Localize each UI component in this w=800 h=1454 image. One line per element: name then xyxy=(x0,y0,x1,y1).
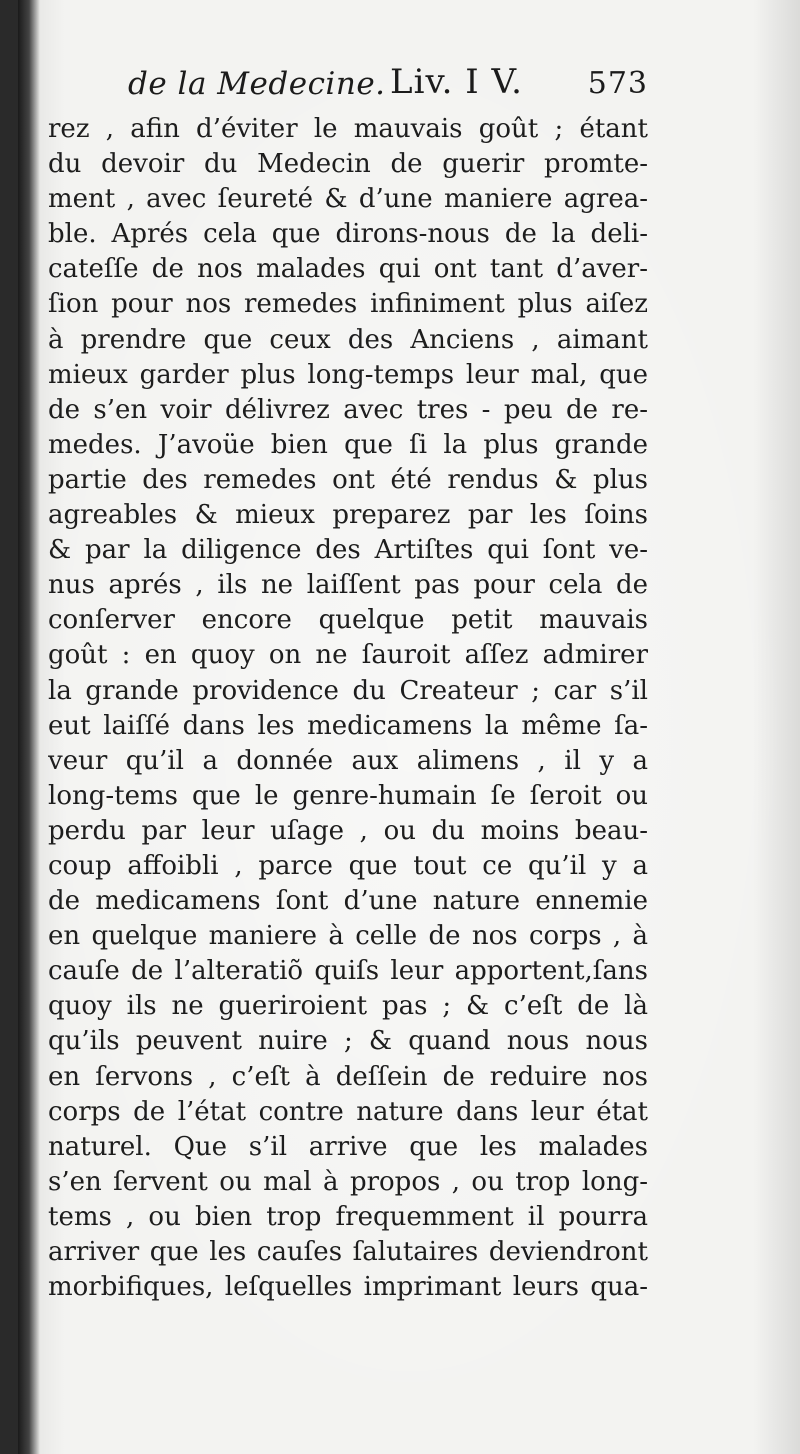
text-line: coup affoibli , parce que tout ce qu’il y a xyxy=(48,850,648,881)
text-line: long-tems que le genre-humain ſe ſeroit ou xyxy=(48,780,648,811)
text-line: goût : en quoy on ne ſauroit aſſez admirer xyxy=(48,640,648,671)
text-line: à prendre que ceux des Anciens , aimant xyxy=(48,324,648,355)
text-line: du devoir du Medecin de guerir promte- xyxy=(48,149,648,180)
text-line: arriver que les cauſes ſalutaires deviendront xyxy=(48,1237,648,1267)
text-line: morbifiques, leſquelles imprimant leurs qua- xyxy=(48,1272,648,1303)
text-line: nus aprés , ils ne laiſſent pas pour cela de xyxy=(48,570,648,601)
page-number: 573 xyxy=(587,66,648,101)
text-line: cauſe de l’alteratiõ quiſs leur apportent,ſans xyxy=(48,956,648,987)
book-page xyxy=(18,0,800,1454)
text-line: cateſſe de nos malades qui ont tant d’aver- xyxy=(48,254,648,285)
text-line: partie des remedes ont été rendus & plus xyxy=(48,464,648,495)
text-line: agreables & mieux preparez par les ſoins xyxy=(48,500,648,531)
body-text xyxy=(48,112,648,1305)
text-line: s’en ſervent ou mal à propos , ou trop long- xyxy=(48,1166,648,1197)
text-line: mieux garder plus long-temps leur mal, que xyxy=(48,359,648,390)
text-line: quoy ils ne gueriroient pas ; & c’eſt de là xyxy=(48,991,648,1022)
text-line: qu’ils peuvent nuire ; & quand nous nous xyxy=(48,1026,648,1057)
text-line: corps de l’état contre nature dans leur état xyxy=(48,1096,648,1127)
text-line: de s’en voir délivrez avec tres - peu de re- xyxy=(48,394,648,425)
text-line: & par la diligence des Artiſtes qui ſont ve- xyxy=(48,535,648,566)
running-head-book: Liv. I V. xyxy=(390,62,523,102)
text-line: conſerver encore quelque petit mauvais xyxy=(48,605,648,636)
text-line: en ſervons , c’eſt à deſſein de reduire nos xyxy=(48,1061,648,1092)
running-head xyxy=(128,60,648,108)
page-gutter-shadow xyxy=(18,0,40,1454)
text-line: ble. Aprés cela que dirons-nous de la deli- xyxy=(48,219,648,250)
text-line: ſion pour nos remedes infiniment plus aiſez xyxy=(48,289,648,320)
text-line: de medicamens ſont d’une nature ennemie xyxy=(48,886,648,917)
text-line: en quelque maniere à celle de nos corps , à xyxy=(48,921,648,952)
text-line: rez , afin d’éviter le mauvais goût ; étant xyxy=(48,114,648,144)
text-line: perdu par leur uſage , ou du moins beau- xyxy=(48,815,648,846)
text-line: ment , avec ſeureté & d’une maniere agrea- xyxy=(48,184,648,215)
text-line: naturel. Que s’il arrive que les malades xyxy=(48,1131,648,1162)
text-line: eut laiſſé dans les medicamens la même ſa- xyxy=(48,710,648,741)
text-line: medes. J’avoüe bien que ſi la plus grande xyxy=(48,429,648,460)
running-head-title: de la Medecine. xyxy=(128,66,386,102)
text-line: tems , ou bien trop frequemment il pourra xyxy=(48,1201,648,1232)
text-line: la grande providence du Createur ; car s’il xyxy=(48,675,648,706)
text-line: veur qu’il a donnée aux alimens , il y a xyxy=(48,745,648,776)
